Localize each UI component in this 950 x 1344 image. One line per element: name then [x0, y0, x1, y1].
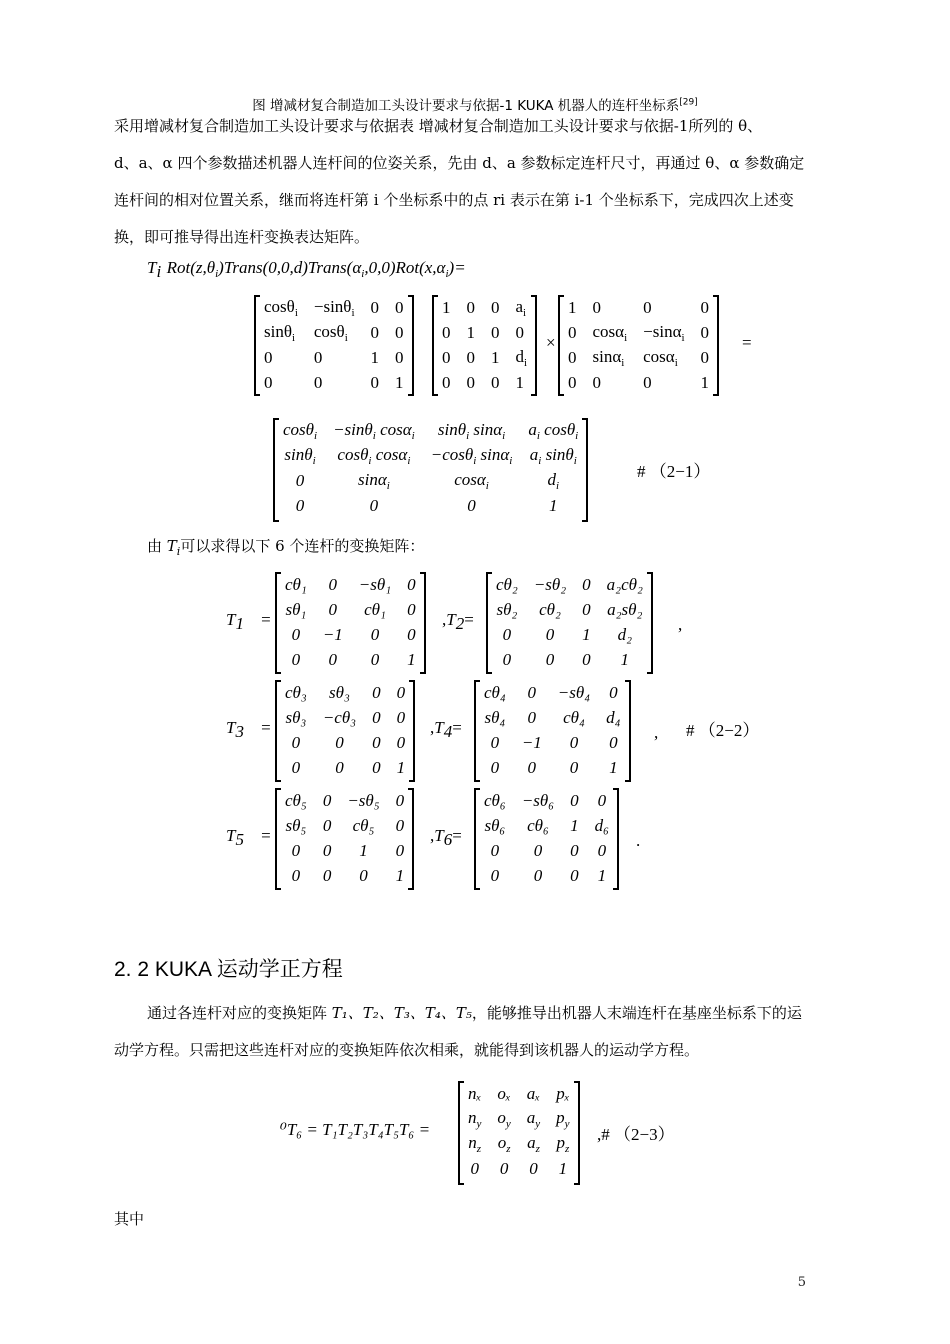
- eq21-r-cell-2-4: $a_i$ sinθ$_i$: [529, 444, 577, 467]
- matrix-T6: [474, 788, 619, 890]
- T5-sub: 5: [235, 830, 244, 849]
- eq21-r-cell-3-2: sinα$_i$: [357, 469, 390, 492]
- T3-row-2: [277, 705, 413, 730]
- eq21-result-matrix: [273, 418, 588, 522]
- T3-cell-4-2: 0: [335, 757, 344, 777]
- section-line-1-after: ，能够推导出机器人末端连杆在基座坐标系下的运: [471, 1004, 802, 1022]
- T5-cell-1-2: 0: [322, 790, 332, 810]
- T4-cell-2-2: 0: [527, 707, 537, 727]
- eq21-a-cell-4-3: 0: [370, 372, 380, 392]
- eq21-a-row-2: [256, 320, 412, 345]
- eq22-T2-label: [442, 610, 474, 634]
- T1-row-1: [277, 572, 424, 597]
- eq21-r-cell-1-1: cosθ$_i$: [283, 419, 318, 442]
- T4-cell-2-1: sθ₄: [484, 707, 506, 727]
- T1-cell-4-4: 1: [407, 649, 416, 669]
- eq21-r-cell-2-1: sinθ$_i$: [284, 444, 316, 467]
- intro-line-1: 采用增减材复合制造加工头设计要求与依据表 增减材复合制造加工头设计要求与依据-1所列的 θ、: [114, 117, 763, 135]
- T5-row-2: [277, 813, 412, 838]
- eq21-c-row-2: [560, 320, 717, 345]
- T2-cell-2-3: 0: [582, 599, 591, 619]
- eq23-lhs: ⁰T₆ = T₁T₂T₃T₄T₅T₆ =: [280, 1120, 431, 1139]
- T1-cell-4-1: 0: [291, 649, 301, 669]
- T3-cell-4-4: 1: [396, 757, 406, 777]
- eq21-r-row-4: [275, 493, 586, 518]
- eq22-number: # （2−2）: [686, 721, 760, 740]
- T1-cell-1-3: −sθ₁: [358, 574, 392, 594]
- eq23-cell-1-4: pₓ: [556, 1083, 570, 1103]
- T2-cell-3-2: 0: [545, 624, 555, 644]
- caption-text: 图 增减材复合制造加工头设计要求与依据-1 KUKA 机器人的连杆坐标系: [252, 98, 680, 114]
- eq21-b-cell-4-1: 0: [442, 372, 451, 392]
- T3-cell-4-3: 0: [372, 757, 381, 777]
- eq21-c-cell-3-2: sinα$_i$: [592, 346, 625, 369]
- eq23-cell-2-3: $a_y$: [526, 1107, 541, 1130]
- T2-sub: 2: [455, 614, 465, 633]
- T5-cell-2-4: 0: [395, 815, 405, 835]
- T2-cell-4-4: 1: [620, 649, 630, 669]
- transition-symbol-sub: i: [176, 545, 181, 558]
- T5-eq: =: [261, 826, 271, 845]
- eq23-cell-3-1: $n_z$: [468, 1132, 482, 1155]
- T6-cell-3-1: 0: [490, 840, 500, 860]
- eq21-a-cell-1-2: −sinθ$_i$: [313, 296, 355, 319]
- eq22-end-comma-1: ,: [678, 615, 683, 634]
- T3-symbol: T: [226, 718, 236, 737]
- eq21-c-row-4: [560, 370, 717, 395]
- T3-row-4: [277, 755, 413, 780]
- T5-cell-1-3: −sθ₅: [347, 790, 380, 810]
- T5-cell-2-2: 0: [322, 815, 332, 835]
- T4-cell-4-3: 0: [569, 757, 579, 777]
- eq21-r-cell-4-2: 0: [369, 495, 379, 515]
- eq22-T4-label: [430, 718, 462, 742]
- T6-cell-2-4: d₆: [594, 815, 610, 835]
- eq21-b-row-1: [434, 295, 535, 320]
- transition-before: 由: [147, 537, 167, 555]
- T5-cell-1-1: cθ₅: [285, 790, 307, 810]
- eq21-a-cell-1-3: 0: [370, 297, 380, 317]
- T6-cell-1-4: 0: [597, 790, 607, 810]
- matrix-T4: [474, 680, 631, 782]
- T1-cell-2-1: sθ₁: [285, 599, 307, 619]
- T2-cell-4-1: 0: [502, 649, 512, 669]
- T3-sub: 3: [235, 722, 244, 741]
- eq21-b-cell-4-3: 0: [491, 372, 500, 392]
- eq21-r-row-1: [275, 418, 586, 443]
- eq21-a-cell-4-4: 1: [395, 372, 404, 392]
- T3-cell-1-2: sθ₃: [329, 682, 350, 702]
- T3-cell-4-1: 0: [291, 757, 301, 777]
- T6-cell-4-2: 0: [533, 865, 543, 885]
- T5-cell-2-3: cθ₅: [352, 815, 375, 835]
- T2-cell-1-2: −sθ₂: [533, 574, 567, 594]
- eq21-r-cell-4-1: 0: [295, 495, 305, 515]
- T4-cell-3-2: −1: [521, 732, 542, 752]
- T6-cell-4-3: 0: [570, 865, 579, 885]
- T5-cell-3-3: 1: [359, 840, 368, 860]
- eq23-cell-2-4: $p_y$: [556, 1107, 570, 1130]
- T6-cell-3-2: 0: [533, 840, 543, 860]
- T2-cell-4-2: 0: [545, 649, 555, 669]
- T4-row-3: [476, 730, 629, 755]
- eq23-cell-2-2: $o_y$: [497, 1107, 511, 1130]
- eq21-r-cell-3-3: cosα$_i$: [454, 469, 489, 492]
- T6-cell-1-1: cθ₆: [484, 790, 506, 810]
- T2-cell-3-4: d₂: [617, 624, 632, 644]
- eq21-b-cell-3-2: 0: [466, 347, 475, 367]
- T4-sub: 4: [443, 722, 453, 741]
- eq21-c-row-3: [560, 345, 717, 370]
- eq21-c-cell-1-2: 0: [592, 297, 601, 317]
- T5-cell-3-1: 0: [291, 840, 301, 860]
- T3-cell-3-1: 0: [291, 732, 301, 752]
- eq22-T3-label: [226, 718, 271, 742]
- eq21-a-cell-4-2: 0: [313, 372, 323, 392]
- T1-cell-4-2: 0: [328, 649, 338, 669]
- T4-row-4: [476, 755, 629, 780]
- T2-cell-2-1: sθ₂: [496, 599, 518, 619]
- T6-row-2: [476, 813, 617, 838]
- intro-line-2: d、a、α 四个参数描述机器人连杆间的位姿关系，先由 d、a 参数标定连杆尺寸，再通过 θ、α 参数确定: [114, 154, 805, 172]
- T5-row-1: [277, 788, 412, 813]
- T2-cell-3-1: 0: [502, 624, 512, 644]
- eq21-c-cell-1-1: 1: [568, 297, 577, 317]
- eq21-r-cell-4-3: 0: [467, 495, 476, 515]
- equation-2-1-lhs: [147, 258, 466, 282]
- eq21-r-cell-3-1: 0: [295, 470, 305, 490]
- eq21-c-cell-2-3: −sinα$_i$: [643, 321, 685, 344]
- section-line-2: 动学方程。只需把这些连杆对应的变换矩阵依次相乘，就能得到该机器人的运动学方程。: [114, 1041, 700, 1059]
- T3-cell-2-4: 0: [396, 707, 406, 727]
- intro-line-4: 换，即可推导得出连杆变换表达矩阵。: [114, 228, 370, 246]
- T2-cell-1-1: cθ₂: [496, 574, 518, 594]
- eq23-cell-4-1: 0: [470, 1158, 479, 1178]
- T3-cell-3-2: 0: [335, 732, 344, 752]
- T1-cell-2-2: 0: [328, 599, 338, 619]
- T5-row-3: [277, 838, 412, 863]
- T1-cell-3-4: 0: [407, 624, 416, 644]
- T1-cell-3-2: −1: [322, 624, 343, 644]
- eq23-cell-1-3: aₓ: [526, 1083, 541, 1103]
- T2-cell-2-2: cθ₂: [539, 599, 561, 619]
- eq23-row-2: [460, 1106, 578, 1131]
- eq21-matrix-b: [432, 295, 537, 396]
- eq21-c-cell-3-4: 0: [700, 347, 710, 367]
- T3-row-3: [277, 730, 413, 755]
- eq21-a-cell-2-2: cosθ$_i$: [313, 321, 348, 344]
- eq21-r-cell-4-4: 1: [549, 495, 558, 515]
- sep-T1-T2: ,: [442, 610, 447, 629]
- eq21-a-cell-1-4: 0: [395, 297, 404, 317]
- T6-symbol: T: [434, 826, 444, 845]
- T4-row-2: [476, 705, 629, 730]
- T6-row-4: [476, 863, 617, 888]
- caption-ref: [29]: [679, 97, 698, 108]
- T3-cell-2-3: 0: [372, 707, 381, 727]
- eq21-b-cell-1-3: 0: [491, 297, 500, 317]
- eq23-matrix: [458, 1081, 580, 1185]
- eq21-a-cell-2-1: sinθ$_i$: [264, 321, 296, 344]
- T1-cell-2-3: cθ₁: [364, 599, 386, 619]
- T5-cell-4-2: 0: [322, 865, 332, 885]
- eq21-c-cell-2-2: cosα$_i$: [592, 321, 628, 344]
- eq21-r-cell-1-4: $a_i$ cosθ$_i$: [528, 419, 579, 442]
- eq21-b-cell-2-3: 0: [491, 322, 500, 342]
- section-symbols: T₁、T₂、T₃、T₄、T₅: [331, 1004, 472, 1022]
- sep-T5-T6: ,: [430, 826, 435, 845]
- eq23-cell-2-1: $n_y$: [468, 1107, 482, 1130]
- eq21-a-cell-2-4: 0: [395, 322, 404, 342]
- T6-cell-3-3: 0: [570, 840, 579, 860]
- eq21-number: # （2−1）: [637, 462, 711, 481]
- eq21-a-cell-2-3: 0: [370, 322, 380, 342]
- eq21-b-cell-3-1: 0: [442, 347, 451, 367]
- eq21-a-cell-3-1: 0: [264, 347, 273, 367]
- closing-text: 其中: [114, 1210, 145, 1228]
- T1-cell-2-4: 0: [407, 599, 416, 619]
- eq21-a-cell-4-1: 0: [264, 372, 273, 392]
- eq21-a-cell-3-3: 1: [370, 347, 380, 367]
- eq22-T6-label: [430, 826, 462, 850]
- matrix-T2: [486, 572, 653, 674]
- T2-symbol: T: [446, 610, 456, 629]
- T6-sub: 6: [443, 830, 453, 849]
- eq21-r-row-2: [275, 443, 586, 468]
- eq21-b-cell-2-2: 1: [466, 322, 475, 342]
- eq21-c-row-1: [560, 295, 717, 320]
- eq23-cell-3-4: $p_z$: [556, 1132, 570, 1155]
- section-line-1: [114, 995, 860, 1032]
- eq21-matrix-a: [254, 295, 414, 396]
- T3-cell-1-3: 0: [372, 682, 381, 702]
- T1-row-2: [277, 597, 424, 622]
- eq21-c-cell-3-1: 0: [568, 347, 577, 367]
- T4-cell-2-3: cθ₄: [563, 707, 585, 727]
- T4-cell-1-4: 0: [609, 682, 618, 702]
- intro-paragraph: [114, 108, 860, 256]
- T4-eq: =: [452, 718, 462, 737]
- eq21-a-row-1: [256, 295, 412, 320]
- T1-cell-1-1: cθ₁: [285, 574, 307, 594]
- T1-cell-3-3: 0: [370, 624, 380, 644]
- T6-cell-2-2: cθ₆: [527, 815, 549, 835]
- matrix-T3: [275, 680, 415, 782]
- T5-symbol: T: [226, 826, 236, 845]
- T1-cell-1-4: 0: [407, 574, 416, 594]
- transition-after: 可以求得以下 6 个连杆的变换矩阵：: [180, 537, 425, 555]
- T2-eq: =: [464, 610, 474, 629]
- T6-cell-1-3: 0: [570, 790, 579, 810]
- section-heading: 2. 2 KUKA 运动学正方程: [114, 958, 343, 981]
- eq23-cell-1-2: oₓ: [497, 1083, 511, 1103]
- T3-cell-3-3: 0: [372, 732, 381, 752]
- T1-cell-1-2: 0: [328, 574, 338, 594]
- T6-cell-4-1: 0: [490, 865, 500, 885]
- T5-cell-4-4: 1: [395, 865, 405, 885]
- T5-cell-2-1: sθ₅: [285, 815, 307, 835]
- T6-cell-3-4: 0: [597, 840, 607, 860]
- eq23-number: ,# （2−3）: [597, 1125, 675, 1144]
- transition-symbol: T: [166, 537, 177, 555]
- eq22-end-period: .: [636, 831, 641, 850]
- T4-cell-3-3: 0: [569, 732, 579, 752]
- T6-cell-2-3: 1: [570, 815, 579, 835]
- T5-row-4: [277, 863, 412, 888]
- eq21-T: T: [147, 258, 157, 277]
- eq21-a-row-3: [256, 345, 412, 370]
- eq21-c-cell-1-3: 0: [643, 297, 652, 317]
- T1-cell-3-1: 0: [291, 624, 301, 644]
- T1-sub: 1: [235, 614, 244, 633]
- eq21-a-cell-3-4: 0: [395, 347, 404, 367]
- eq21-a-row-4: [256, 370, 412, 395]
- eq21-matrix-c: [558, 295, 719, 396]
- T3-row-1: [277, 680, 413, 705]
- eq21-r-cell-1-3: sinθ$_i$ sinα$_i$: [437, 419, 506, 442]
- section-paragraph: [114, 995, 860, 1069]
- T4-row-1: [476, 680, 629, 705]
- T1-eq: =: [261, 610, 271, 629]
- eq23-cell-4-4: 1: [558, 1158, 568, 1178]
- transition-text: [147, 535, 424, 558]
- eq21-b-cell-4-4: 1: [515, 372, 524, 392]
- eq21-r-cell-2-2: cosθ$_i$ cosα$_i$: [337, 444, 411, 467]
- T5-cell-3-2: 0: [322, 840, 332, 860]
- T2-cell-4-3: 0: [582, 649, 591, 669]
- T6-cell-4-4: 1: [597, 865, 607, 885]
- eq23-row-3: [460, 1131, 578, 1156]
- T3-cell-1-4: 0: [396, 682, 406, 702]
- T1-row-4: [277, 647, 424, 672]
- T3-cell-2-2: −cθ₃: [322, 707, 357, 727]
- eq21-b-cell-3-4: $d_i$: [515, 346, 528, 369]
- T4-cell-2-4: d₄: [606, 707, 621, 727]
- eq21-rhs: $Rot(z,\theta_i)Trans(0,0,d)Trans(\alpha_i,0,0)Rot(x,\alpha_i)=$: [166, 258, 466, 280]
- T4-cell-4-2: 0: [527, 757, 537, 777]
- eq23-cell-3-2: $o_z$: [497, 1132, 511, 1155]
- T2-cell-2-4: a₂sθ₂: [607, 599, 643, 619]
- eq21-times: ×: [546, 333, 556, 352]
- eq21-b-cell-2-4: 0: [515, 322, 524, 342]
- T6-row-3: [476, 838, 617, 863]
- T5-cell-4-3: 0: [359, 865, 368, 885]
- eq21-c-cell-2-1: 0: [568, 322, 577, 342]
- eq21-c-cell-3-3: cosα$_i$: [643, 346, 678, 369]
- T2-row-3: [488, 622, 651, 647]
- eq21-equals: =: [742, 333, 752, 352]
- eq21-r-row-3: [275, 468, 586, 493]
- matrix-T5: [275, 788, 414, 890]
- page-number: 5: [797, 1275, 806, 1290]
- T4-cell-1-1: cθ₄: [484, 682, 506, 702]
- T4-cell-4-4: 1: [609, 757, 618, 777]
- T1-row-3: [277, 622, 424, 647]
- eq21-b-row-4: [434, 370, 535, 395]
- eq23-cell-1-1: nₓ: [468, 1083, 482, 1103]
- T5-cell-1-4: 0: [395, 790, 405, 810]
- T6-row-1: [476, 788, 617, 813]
- eq23-cell-4-2: 0: [499, 1158, 509, 1178]
- eq21-b-row-3: [434, 345, 535, 370]
- T4-cell-4-1: 0: [490, 757, 500, 777]
- sep-T3-T4: ,: [430, 718, 435, 737]
- eq23-row-4: [460, 1156, 578, 1181]
- T4-cell-1-2: 0: [527, 682, 537, 702]
- T1-symbol: T: [226, 610, 236, 629]
- eq21-r-cell-1-2: −sinθ$_i$ cosα$_i$: [333, 419, 415, 442]
- eq21-b-cell-2-1: 0: [442, 322, 451, 342]
- eq23-cell-3-3: $a_z$: [527, 1132, 540, 1155]
- eq21-c-cell-4-3: 0: [643, 372, 652, 392]
- eq21-b-cell-4-2: 0: [466, 372, 475, 392]
- T4-symbol: T: [434, 718, 444, 737]
- eq21-b-cell-1-2: 0: [466, 297, 475, 317]
- T6-eq: =: [452, 826, 462, 845]
- eq22-end-comma-2: ,: [654, 723, 659, 742]
- T2-cell-3-3: 1: [582, 624, 591, 644]
- eq21-T-sub: i: [156, 262, 162, 281]
- eq21-r-cell-2-3: −cosθ$_i$ sinα$_i$: [430, 444, 513, 467]
- eq21-c-cell-4-1: 0: [568, 372, 577, 392]
- T2-row-2: [488, 597, 651, 622]
- T5-cell-4-1: 0: [291, 865, 301, 885]
- eq23-row-1: [460, 1081, 578, 1106]
- T2-cell-1-4: a₂cθ₂: [606, 574, 643, 594]
- T2-cell-1-3: 0: [582, 574, 591, 594]
- eq21-b-cell-3-3: 1: [491, 347, 500, 367]
- eq21-c-cell-4-2: 0: [592, 372, 601, 392]
- T4-cell-3-4: 0: [609, 732, 618, 752]
- eq22-T1-label: [226, 610, 271, 634]
- eq21-a-cell-3-2: 0: [313, 347, 323, 367]
- section-line-1-before: 通过各连杆对应的变换矩阵: [147, 1004, 332, 1022]
- eq21-b-row-2: [434, 320, 535, 345]
- T6-cell-1-2: −sθ₆: [521, 790, 555, 810]
- T3-cell-3-4: 0: [396, 732, 406, 752]
- T3-cell-1-1: cθ₃: [285, 682, 307, 702]
- T2-row-1: [488, 572, 651, 597]
- T4-cell-1-3: −sθ₄: [557, 682, 591, 702]
- intro-line-3: 连杆间的相对位置关系，继而将连杆第 i 个坐标系中的点 ri 表示在第 i-1 个坐标系下，完成四次上述变: [114, 191, 794, 209]
- T5-cell-3-4: 0: [395, 840, 405, 860]
- eq21-c-cell-2-4: 0: [700, 322, 710, 342]
- T1-cell-4-3: 0: [370, 649, 380, 669]
- T4-cell-3-1: 0: [490, 732, 500, 752]
- matrix-T1: [275, 572, 426, 674]
- eq21-c-cell-1-4: 0: [700, 297, 710, 317]
- eq21-r-cell-3-4: $d_i$: [547, 469, 560, 492]
- eq21-a-cell-1-1: cosθ$_i$: [264, 296, 298, 319]
- eq21-c-cell-4-4: 1: [700, 372, 710, 392]
- eq21-b-cell-1-1: 1: [442, 297, 451, 317]
- eq21-b-cell-1-4: $a_i$: [515, 296, 527, 319]
- T6-cell-2-1: sθ₆: [484, 815, 506, 835]
- eq23-cell-4-3: 0: [529, 1158, 538, 1178]
- eq22-T5-label: [226, 826, 271, 850]
- T3-eq: =: [261, 718, 271, 737]
- T3-cell-2-1: sθ₃: [285, 707, 307, 727]
- T2-row-4: [488, 647, 651, 672]
